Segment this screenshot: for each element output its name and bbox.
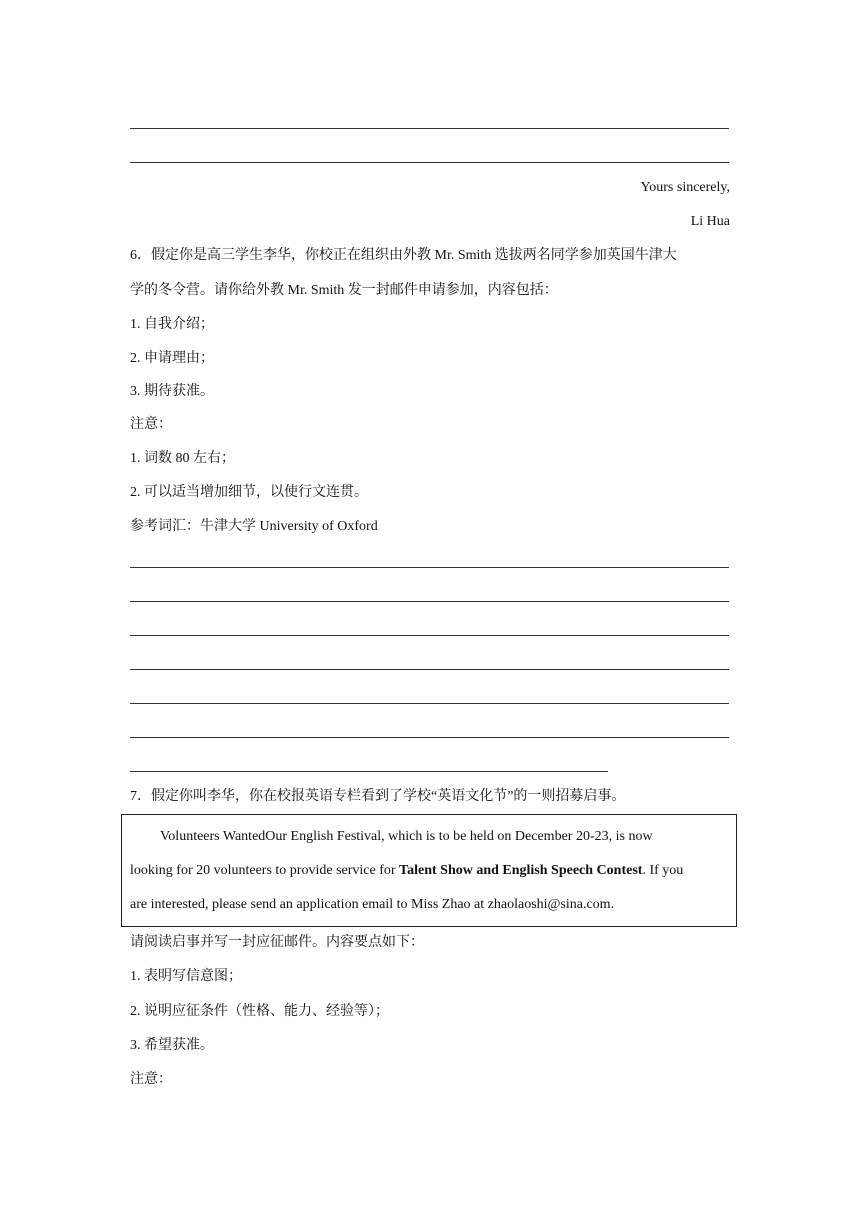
notice-line1: Volunteers WantedOur English Festival, which is to be held on December 20-23, is now [160, 829, 653, 844]
answer-line [130, 771, 608, 772]
q6-note: 2. 可以适当增加细节，以使行文连贯。 [130, 485, 368, 500]
q7-prompt: 7．假定你叫李华，你在校报英语专栏看到了学校“英语文化节”的一则招募启事。 [130, 789, 626, 804]
answer-line [130, 128, 729, 129]
recruitment-notice-box [121, 814, 737, 927]
notice-line3: are interested, please send an application email to Miss Zhao at zhaolaoshi@sina.com. [130, 897, 615, 912]
notice-text: looking for 20 volunteers to provide service for [130, 863, 400, 878]
answer-line [130, 703, 729, 704]
answer-line [130, 162, 729, 163]
answer-line [130, 669, 729, 670]
q7-instruction: 请阅读启事并写一封应征邮件。内容要点如下： [130, 935, 424, 950]
q7-notes-label: 注意： [130, 1072, 172, 1087]
notice-event-names: Talent Show and English Speech Contest [399, 863, 643, 878]
notice-line2 [130, 861, 683, 881]
q6-notes-label: 注意： [130, 417, 172, 432]
notice-text: . If you [642, 863, 684, 878]
answer-line [130, 567, 729, 568]
q7-point: 1. 表明写信意图； [130, 969, 242, 984]
q6-prompt-line1: 6．假定你是高三学生李华，你校正在组织由外教 Mr. Smith 选拔两名同学参加英国牛津大 [130, 248, 677, 263]
q6-point: 2. 申请理由； [130, 351, 214, 366]
q6-point: 3. 期待获准。 [130, 384, 214, 399]
q6-vocab: 参考词汇：牛津大学 University of Oxford [130, 519, 378, 534]
q6-point: 1. 自我介绍； [130, 317, 214, 332]
answer-line [130, 601, 729, 602]
q7-point: 3. 希望获准。 [130, 1038, 214, 1053]
closing-signature: Li Hua [690, 214, 730, 229]
q6-note: 1. 词数 80 左右； [130, 451, 235, 466]
closing-salutation: Yours sincerely, [640, 180, 730, 195]
q7-point: 2. 说明应征条件（性格、能力、经验等）； [130, 1004, 389, 1019]
answer-line [130, 737, 729, 738]
answer-line [130, 635, 729, 636]
q6-prompt-line2: 学的冬令营。请你给外教 Mr. Smith 发一封邮件申请参加，内容包括： [130, 283, 558, 298]
